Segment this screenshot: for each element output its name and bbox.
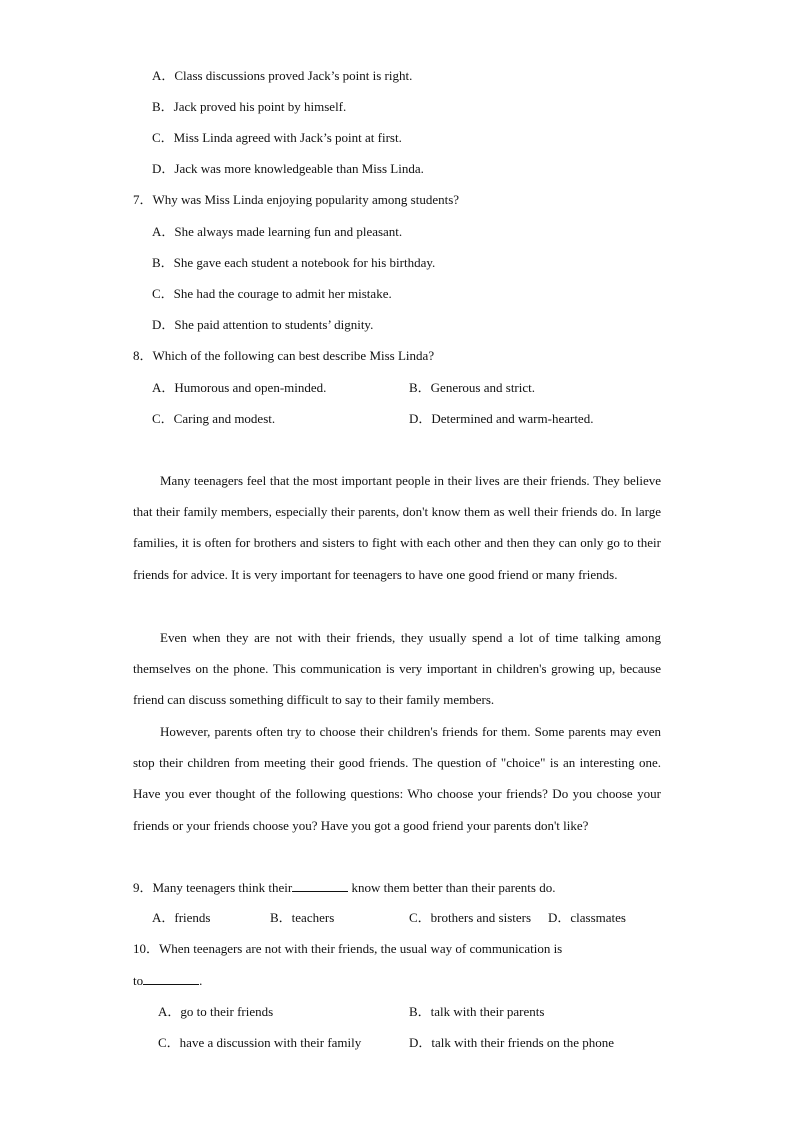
- q8-option-c: C．Caring and modest.: [152, 411, 276, 426]
- q6-option-a: A．Class discussions proved Jack’s point is right.: [152, 68, 413, 83]
- passage-paragraph-3: However, parents often try to choose their children's friends for them. Some parents may even stop their children from meeting their good friends. The question of "choice" is an interesting one. Have you ever thought of the following questions: Who choose your friends? Do you choose your friends or your friends choose you? Have you got a good friend your parents don't like?: [133, 724, 661, 833]
- q10-option-a: A．go to their friends: [158, 1004, 274, 1019]
- q9-answer-blank: [292, 879, 348, 892]
- q10-answer-blank: [143, 972, 199, 985]
- q7-option-b: B．She gave each student a notebook for his birthday.: [152, 255, 436, 270]
- q8-option-b: B．Generous and strict.: [409, 380, 536, 395]
- q8-option-a: A．Humorous and open-minded.: [152, 380, 327, 395]
- passage-paragraph-2: Even when they are not with their friends, they usually spend a lot of time talking among themselves on the phone. This communication is very important in children's growing up, because friend can discuss something difficult to say to their family members.: [133, 630, 661, 708]
- q10-stem-to: to: [133, 973, 144, 988]
- q8-stem: 8．Which of the following can best describe Miss Linda?: [133, 348, 435, 363]
- q10-option-b: B．talk with their parents: [409, 1004, 545, 1019]
- q10-stem-line-1: 10．When teenagers are not with their friends, the usual way of communication is: [133, 941, 563, 956]
- q10-stem-line-2: [133, 972, 202, 989]
- passage-paragraph-1: Many teenagers feel that the most important people in their lives are their friends. They believe that their family members, especially their parents, don't know them as well their friends do. In large families, it is often for brothers and sisters to fight with each other and then they can only go to their friends for advice. It is very important for teenagers to have one good friend or many friends.: [133, 473, 661, 582]
- q8-option-d: D．Determined and warm-hearted.: [409, 411, 594, 426]
- q10-option-c: C．have a discussion with their family: [158, 1035, 362, 1050]
- q6-option-d: D．Jack was more knowledgeable than Miss Linda.: [152, 161, 424, 176]
- q9-option-a: A．friends: [152, 910, 211, 925]
- q9-stem-after: know them better than their parents do.: [351, 880, 556, 895]
- q9-option-d: D．classmates: [548, 910, 626, 925]
- q7-option-a: A．She always made learning fun and pleasant.: [152, 224, 403, 239]
- q7-stem: 7．Why was Miss Linda enjoying popularity among students?: [133, 192, 460, 207]
- q9-stem-before: 9．Many teenagers think their: [133, 880, 293, 895]
- q9-option-b: B．teachers: [270, 910, 335, 925]
- q7-option-c: C．She had the courage to admit her mistake.: [152, 286, 392, 301]
- q10-stem-period: .: [199, 973, 203, 988]
- q6-option-c: C．Miss Linda agreed with Jack’s point at first.: [152, 130, 402, 145]
- q6-option-b: B．Jack proved his point by himself.: [152, 99, 347, 114]
- q9-option-c: C．brothers and sisters: [409, 910, 532, 925]
- q10-option-d: D．talk with their friends on the phone: [409, 1035, 615, 1050]
- q9-stem: [133, 879, 555, 896]
- q7-option-d: D．She paid attention to students’ dignity.: [152, 317, 374, 332]
